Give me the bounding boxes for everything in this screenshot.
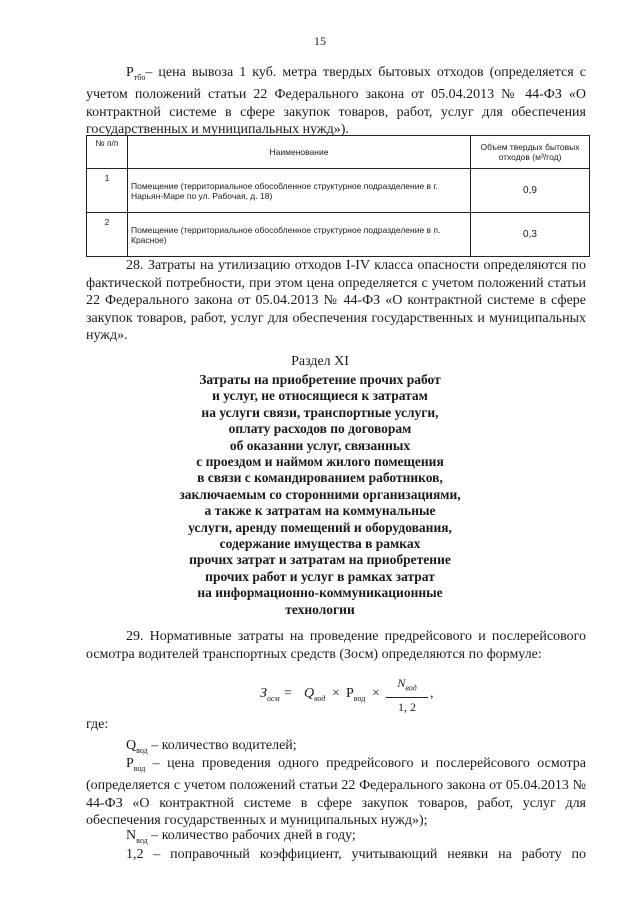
- table-cell-name: Помещение (территориальное обособленное структурное подразделение в г. Нарьян-Маре по ул. Рабочая, д. 18): [128, 169, 471, 213]
- formula-times-2: ×: [372, 686, 380, 701]
- formula-q: $Q_{вод}$: [304, 686, 326, 703]
- table-header-volume: Объем твердых бытовых отходов (м³/год): [471, 136, 590, 169]
- section-title-line: на услуги связи, транспортные услуги,: [201, 404, 439, 420]
- formula-numerator: $N_{вод}$: [397, 676, 417, 693]
- paragraph-28: 28. Затраты на утилизацию отходов I-IV класса опасности определяются по фактической потребности, при этом цена определяется с учетом положений статьи 22 Федерального закона от 05.04.2013 № 44-ФЗ «О контрактной системе в сфере закупок товаров, работ, услуг для обеспечения государственных и муниципальных нужд».: [86, 258, 586, 343]
- section-title-line: прочих работ и услуг в рамках затрат: [205, 568, 435, 584]
- table-cell-num: 1: [87, 169, 128, 213]
- formula-tail: ,: [430, 686, 434, 701]
- section-title: [0, 372, 640, 618]
- table-cell-volume: 0,9: [471, 169, 590, 213]
- section-title-line: заключаемым со сторонними организациями,: [179, 486, 461, 502]
- section-xi: [0, 354, 640, 618]
- table-cell-num: 2: [87, 213, 128, 257]
- section-title-line: технологии: [285, 601, 355, 617]
- definition-coef: 1,2 – поправочный коэффициент, учитывающий неявки на работу по: [126, 847, 586, 862]
- section-heading: Раздел XI: [291, 354, 349, 369]
- formula-fraction: [386, 676, 428, 714]
- section-title-line: а также к затратам на коммунальные: [204, 503, 436, 519]
- table-header-name: Наименование: [128, 136, 471, 169]
- intro-paragraph: [86, 64, 586, 139]
- definition-n: $N_{вод}$ – количество рабочих дней в году;: [126, 828, 356, 845]
- page-number: 15: [314, 34, 326, 48]
- where-label: где:: [86, 717, 109, 732]
- waste-table: [86, 135, 590, 257]
- table-row: [87, 213, 590, 257]
- section-title-line: содержание имущества в рамках: [219, 536, 421, 552]
- paragraph-29: 29. Нормативные затраты на проведение предрейсового и послерейсового осмотра водителей транспортных средств (Зосм) определяются по формуле:: [86, 629, 586, 662]
- intro-text: – цена вывоза 1 куб. метра твердых бытовых отходов (определяется с учетом положений статьи 22 Федерального закона от 05.04.2013 № 44-ФЗ «О контрактной системе в сфере закупок товаров, работ, услуг для обеспечения государственных и муниципальных нужд»).: [86, 65, 586, 138]
- section-title-line: и услуг, не относящиеся к затратам: [212, 388, 428, 404]
- formula-times-1: ×: [332, 686, 340, 701]
- section-title-line: на информационно-коммуникационные: [197, 585, 443, 601]
- section-title-line: об оказании услуг, связанных: [229, 437, 411, 453]
- section-title-line: услуги, аренду помещений и оборудования,: [188, 519, 452, 535]
- formula-denominator: 1, 2: [398, 700, 416, 715]
- section-title-line: с проездом и наймом жилого помещения: [196, 454, 444, 470]
- section-title-line: прочих затрат и затратам на приобретение: [189, 552, 451, 568]
- table-row: [87, 169, 590, 213]
- table-header-row: [87, 136, 590, 169]
- section-title-line: в связи с командированием работников,: [197, 470, 443, 486]
- section-title-line: Затраты на приобретение прочих работ: [199, 372, 441, 387]
- formula-p: $P_{вод}$: [346, 686, 366, 703]
- intro-symbol-sub: тбо: [133, 72, 146, 82]
- intro-symbol: P: [126, 65, 134, 80]
- formula-lhs: $З_{осм}$ =: [260, 686, 293, 703]
- definition-q: $Q_{вод}$ – количество водителей;: [126, 738, 297, 755]
- table-cell-volume: 0,3: [471, 213, 590, 257]
- table-header-num: № п/п: [87, 136, 128, 169]
- table-cell-name: Помещение (территориальное обособленное структурное подразделение в п. Красное): [128, 213, 471, 257]
- definition-p: $P_{вод}$ – цена проведения одного предрейсового и послерейсового осмотра (определяется с учетом положений статьи 22 Федерального закона от 05.04.2013 № 44-ФЗ «О контрактной системе в сфере закупок товаров, работ, услуг для обеспечения государственных и муниципальных нужд»);: [86, 756, 586, 829]
- section-title-line: оплату расходов по договорам: [228, 421, 412, 437]
